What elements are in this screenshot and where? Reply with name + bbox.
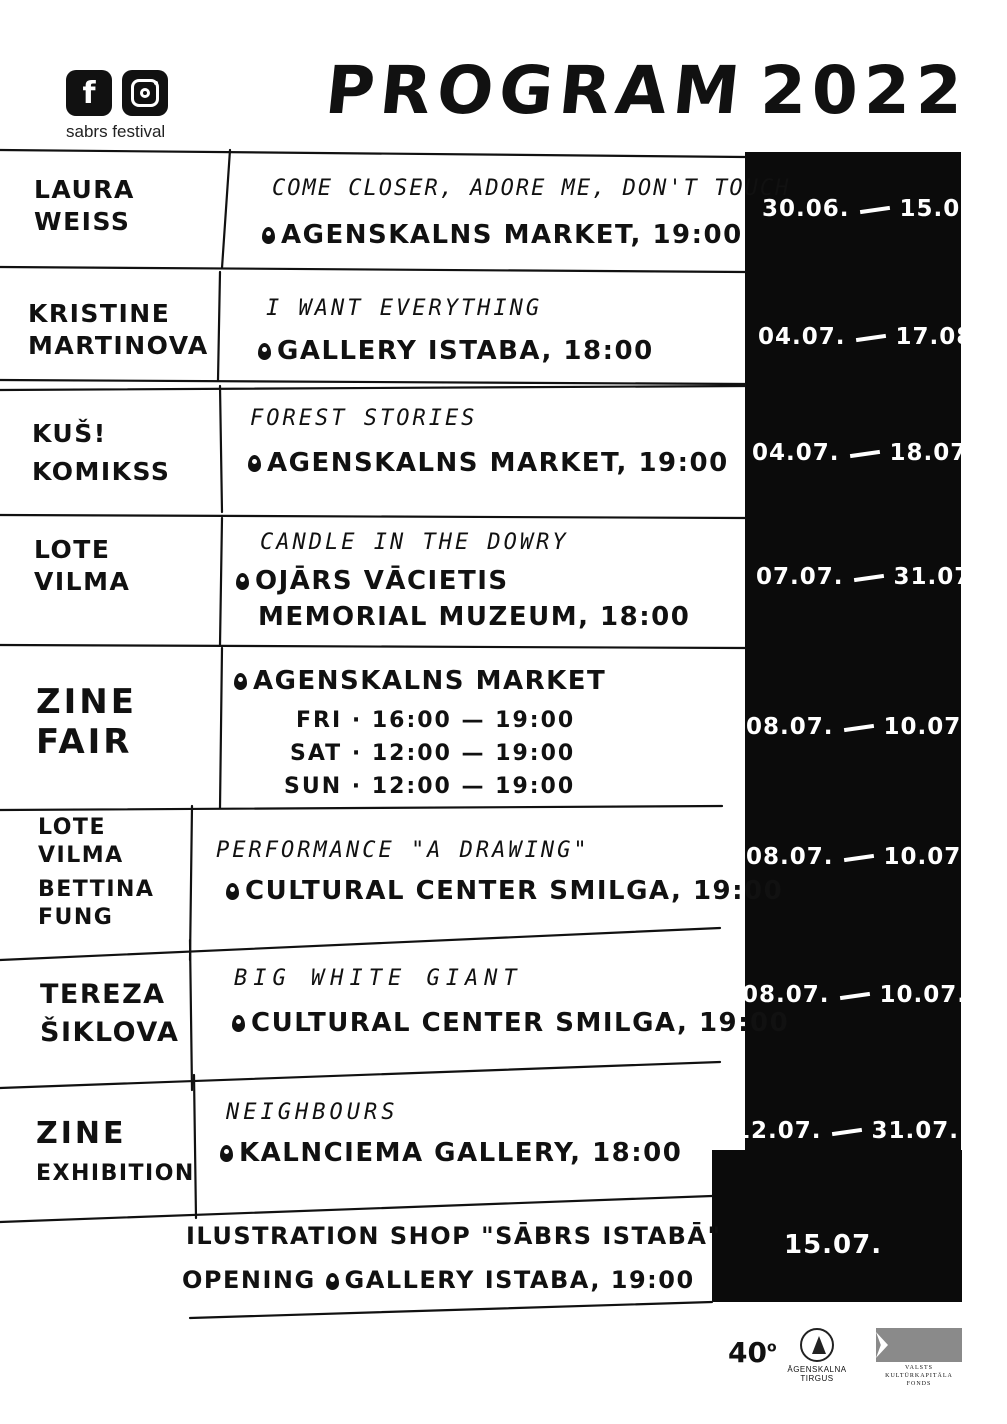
vkf-icon (876, 1328, 962, 1362)
facebook-icon[interactable]: f (66, 70, 112, 116)
logo-40: 40$^o$ (728, 1336, 777, 1369)
work-title: NEIGHBOURS (226, 1100, 399, 1125)
venue-line: AGENSKALNS MARKET, 19:00 (262, 220, 743, 250)
artist-name: ZINE EXHIBITION (36, 1116, 195, 1186)
work-title: CANDLE IN THE DOWRY (260, 530, 569, 555)
venue-line: AGENSKALNS MARKET, 19:00 (248, 448, 729, 478)
event-dates: 04.07. 18.07. (752, 440, 977, 466)
shop-date: 15.07. (784, 1230, 883, 1260)
work-title: BIG WHITE GIANT (234, 966, 523, 991)
artist-name: KUŠ! KOMIKSS (32, 419, 171, 486)
event-dates: 12.07. 31.07. (734, 1118, 959, 1144)
event-dates: 08.07. 10.07. (746, 714, 971, 740)
event-dates: 08.07. 10.07. (746, 844, 971, 870)
location-pin-icon (232, 1015, 245, 1032)
event-dates: 30.06. 15.07. (762, 196, 987, 222)
event-dates: 04.07. 17.08. (758, 324, 983, 350)
page-title: PROGRAM (321, 52, 750, 129)
venue-line-continued: MEMORIAL MUZEUM, 18:00 (258, 602, 691, 632)
work-title: COME CLOSER, ADORE ME, DON'T TOUCH (272, 176, 791, 201)
location-pin-icon (326, 1273, 339, 1290)
work-title: PERFORMANCE "A DRAWING" (216, 838, 590, 863)
artist-name: KRISTINE MARTINOVA (28, 299, 209, 360)
time-slot: FRI · 16:00 — 19:00 (296, 708, 576, 733)
venue-line: CULTURAL CENTER SMILGA, 19:00 (232, 1008, 789, 1038)
artist-name: LOTE VILMA (34, 535, 131, 596)
venue-line: CULTURAL CENTER SMILGA, 19:00 (226, 876, 783, 906)
venue-line: GALLERY ISTABA, 18:00 (258, 336, 654, 366)
location-pin-icon (226, 883, 239, 900)
event-dates: 08.07. 10.07. (742, 982, 967, 1008)
artist-name: LOTE VILMA BETTINA FUNG (38, 815, 155, 930)
shop-opening: OPENING GALLERY ISTABA, 19:00 (182, 1266, 695, 1294)
shop-title: ILUSTRATION SHOP "SĀBRS ISTABĀ" (186, 1222, 722, 1250)
location-pin-icon (248, 455, 261, 472)
artist-name: TEREZA ŠIKLOVA (40, 979, 180, 1048)
venue-line: AGENSKALNS MARKET (234, 666, 606, 696)
time-slot: SUN · 12:00 — 19:00 (284, 774, 576, 799)
artist-name: ZINE FAIR (36, 682, 137, 762)
work-title: FOREST STORIES (250, 406, 478, 431)
vkf-logo: VALSTS KULTŪRKAPITĀLA FONDS (876, 1328, 962, 1388)
social-handle: sabrs festival (66, 122, 166, 141)
location-pin-icon (236, 573, 249, 590)
location-pin-icon (258, 343, 271, 360)
work-title: I WANT EVERYTHING (266, 296, 543, 321)
location-pin-icon (234, 673, 247, 690)
venue-line: KALNCIEMA GALLERY, 18:00 (220, 1138, 682, 1168)
location-pin-icon (220, 1145, 233, 1162)
location-pin-icon (262, 227, 275, 244)
venue-line: OJĀRS VĀCIETIS (236, 566, 509, 596)
agenskalns-icon (800, 1328, 834, 1362)
agenskalns-logo: ĀGENSKALNA TIRGUS (772, 1328, 862, 1383)
time-slot: SAT · 12:00 — 19:00 (290, 741, 576, 766)
artist-name: LAURA WEISS (34, 175, 135, 236)
event-dates: 07.07. 31.07. (756, 564, 981, 590)
program-year: 2022 (760, 52, 968, 129)
